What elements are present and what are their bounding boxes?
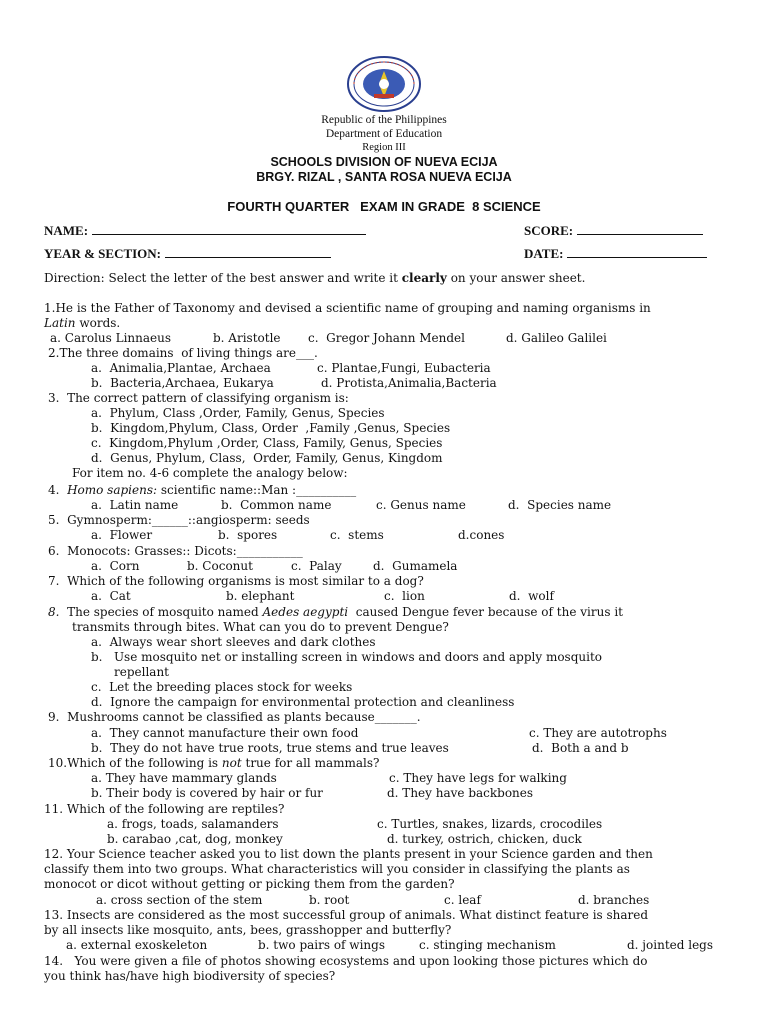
q1-option-c: c. Gregor Johann Mendel [308,331,465,345]
date-label: DATE: [524,246,564,261]
q9-option-d: d. Both a and b [532,741,629,755]
q3-option-a: a. Phylum, Class ,Order, Family, Genus, Species [91,406,385,420]
q4-option-d: d. Species name [508,498,612,512]
q8-option-d: d. Ignore the campaign for environmental protection and cleanliness [91,695,515,709]
date-field[interactable] [524,246,707,262]
q1-stem-line2: Latin words. [44,316,121,330]
q5-stem: 5. Gymnosperm:______::angiosperm: seeds [48,513,310,527]
q9-option-a: a. They cannot manufacture their own food [91,726,359,740]
q7-stem: 7. Which of the following organisms is most similar to a dog? [48,574,424,588]
q2-option-d: d. Protista,Animalia,Bacteria [321,376,497,390]
q1-option-a: a. Carolus Linnaeus [50,331,172,345]
q11-option-b: b. carabao ,cat, dog, monkey [107,832,283,846]
q2-stem: 2.The three domains of living things are___. [48,346,318,360]
q1-option-d: d. Galileo Galilei [506,331,607,345]
q14-stem-line1: 14. You were given a file of photos showing ecosystems and upon looking those pictures which do [44,954,648,968]
score-label: SCORE: [524,223,574,238]
q6-stem: 6. Monocots: Grasses:: Dicots:___________ [48,544,303,558]
name-blank[interactable] [92,223,366,235]
deped-seal-logo [344,56,424,112]
q13-option-b: b. two pairs of wings [258,938,385,952]
q13-option-d: d. jointed legs [627,938,714,952]
score-blank[interactable] [577,223,703,235]
q12-option-b: b. root [309,893,350,907]
exam-title: FOURTH QUARTER EXAM IN GRADE 8 SCIENCE [227,199,541,214]
q3-option-b: b. Kingdom,Phylum, Class, Order ,Family ,Genus, Species [91,421,451,435]
direction-emphasis: clearly [401,271,447,285]
q13-option-c: c. stinging mechanism [419,938,556,952]
q7-option-b: b. elephant [226,589,295,603]
q11-stem: 11. Which of the following are reptiles? [44,802,285,816]
q6-option-c: c. Palay [291,559,342,573]
q5-option-d: d.cones [458,528,505,542]
q11-option-d: d. turkey, ostrich, chicken, duck [387,832,582,846]
q8-option-b-line1: b. Use mosquito net or installing screen in windows and doors and apply mosquito [91,650,603,664]
header-address: BRGY. RIZAL , SANTA ROSA NUEVA ECIJA [256,170,512,184]
q1-stem-line1: 1.He is the Father of Taxonomy and devised a scientific name of grouping and naming organisms in [44,301,651,315]
q1-option-b: b. Aristotle [213,331,281,345]
analogy-instruction: For item no. 4-6 complete the analogy below: [72,466,348,480]
q12-option-d: d. branches [578,893,650,907]
q10-option-d: d. They have backbones [387,786,534,800]
q8-option-c: c. Let the breeding places stock for weeks [91,680,353,694]
q4-option-b: b. Common name [221,498,332,512]
q5-option-b: b. spores [218,528,278,542]
q12-option-c: c. leaf [444,893,481,907]
q2-option-b: b. Bacteria,Archaea, Eukarya [91,376,274,390]
q6-option-b: b. Coconut [187,559,253,573]
q7-option-a: a. Cat [91,589,131,603]
q12-stem-line1: 12. Your Science teacher asked you to list down the plants present in your Science garden and then [44,847,653,861]
q7-option-d: d. wolf [509,589,554,603]
direction-text: Direction: Select the letter of the best answer and write it clearly on your answer sheet. [44,271,586,285]
q10-stem: 10.Which of the following is not true for all mammals? [48,756,380,770]
year-section-label: YEAR & SECTION: [44,246,162,261]
q11-option-a: a. frogs, toads, salamanders [107,817,279,831]
q2-option-c: c. Plantae,Fungi, Eubacteria [317,361,491,375]
q4-stem: 4. Homo sapiens: scientific name::Man :__________ [48,483,357,497]
q3-option-c: c. Kingdom,Phylum ,Order, Class, Family, Genus, Species [91,436,443,450]
header-region: Region III [362,142,406,153]
year-section-field[interactable] [44,246,331,262]
name-field[interactable] [44,223,366,239]
score-field[interactable] [524,223,703,239]
q11-option-c: c. Turtles, snakes, lizards, crocodiles [377,817,603,831]
q12-option-a: a. cross section of the stem [96,893,263,907]
q13-option-a: a. external exoskeleton [66,938,208,952]
q13-stem-line1: 13. Insects are considered as the most successful group of animals. What distinct feature is shared [44,908,649,922]
name-label: NAME: [44,223,89,238]
q3-stem: 3. The correct pattern of classifying organism is: [48,391,349,405]
q9-stem: 9. Mushrooms cannot be classified as plants because_______. [48,710,421,724]
header-republic: Republic of the Philippines [321,114,447,126]
q8-stem-line1: 8. The species of mosquito named Aedes aegypti caused Dengue fever because of the virus it [48,605,623,619]
q2-option-a: a. Animalia,Plantae, Archaea [91,361,271,375]
date-blank[interactable] [567,246,707,258]
q6-option-a: a. Corn [91,559,140,573]
q5-option-c: c. stems [330,528,384,542]
q3-option-d: d. Genus, Phylum, Class, Order, Family, Genus, Kingdom [91,451,443,465]
q10-option-b: b. Their body is covered by hair or fur [91,786,323,800]
q8-stem-line2: transmits through bites. What can you do to prevent Dengue? [72,620,449,634]
year-section-blank[interactable] [165,246,331,258]
q12-stem-line2: classify them into two groups. What characteristics will you consider in classifying the plants as [44,862,630,876]
q8-option-a: a. Always wear short sleeves and dark clothes [91,635,376,649]
q13-stem-line2: by all insects like mosquito, ants, bees, grasshopper and butterfly? [44,923,452,937]
header-department: Department of Education [325,128,443,140]
q9-option-b: b. They do not have true roots, true stems and true leaves [91,741,449,755]
q9-option-c: c. They are autotrophs [529,726,667,740]
q10-option-c: c. They have legs for walking [389,771,567,785]
header-division: SCHOOLS DIVISION OF NUEVA ECIJA [270,155,498,169]
q4-option-a: a. Latin name [91,498,179,512]
q14-stem-line2: you think has/have high biodiversity of species? [44,969,336,983]
q12-stem-line3: monocot or dicot without getting or picking them from the garden? [44,877,455,891]
q8-option-b-line2: repellant [114,665,170,679]
q4-option-c: c. Genus name [376,498,466,512]
q7-option-c: c. lion [384,589,425,603]
q10-option-a: a. They have mammary glands [91,771,277,785]
q6-option-d: d. Gumamela [373,559,458,573]
q5-option-a: a. Flower [91,528,153,542]
